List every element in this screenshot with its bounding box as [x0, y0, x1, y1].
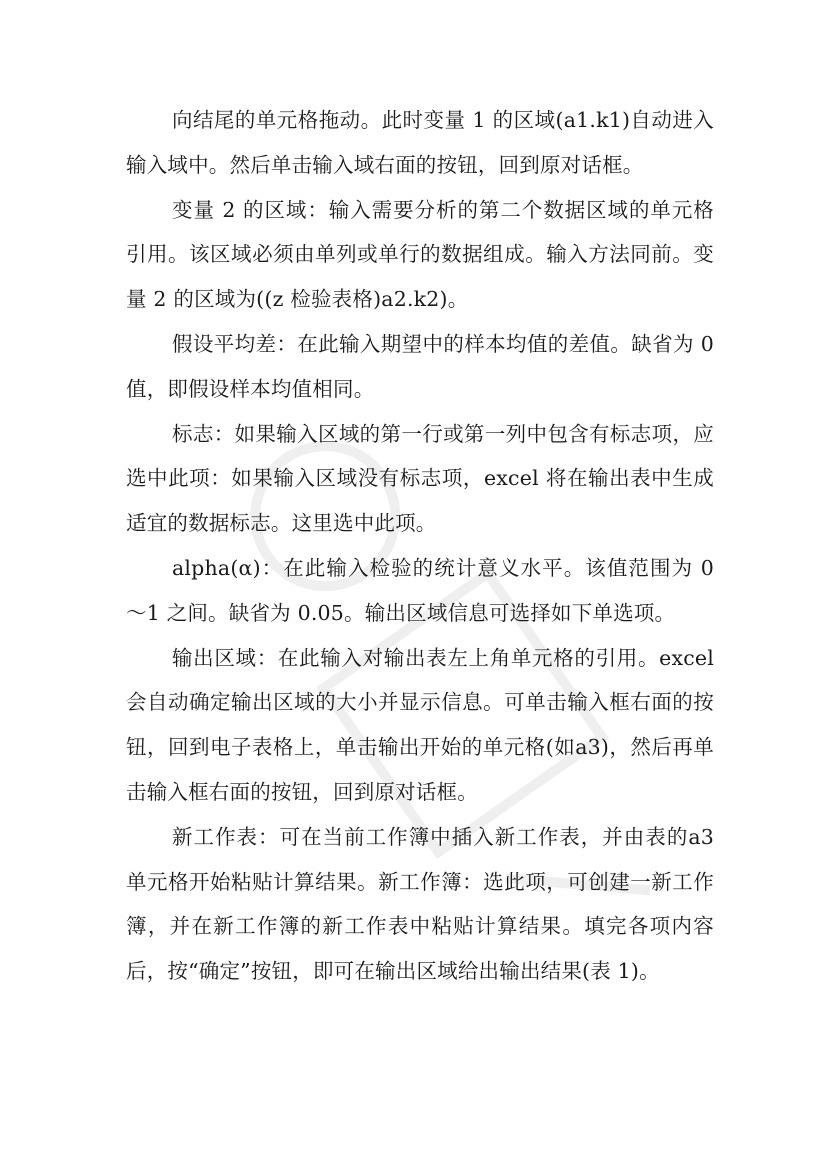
paragraph-4: 标志：如果输入区域的第一行或第一列中包含有标志项，应选中此项：如果输入区域没有标志项，excel 将在输出表中生成适宜的数据标志。这里选中此项。	[126, 421, 714, 536]
paragraph-2: 变量 2 的区域：输入需要分析的第二个数据区域的单元格引用。该区域必须由单列或单行的数据组成。输入方法同前。变量 2 的区域为((z 检验表格)a2.k2)。	[126, 197, 714, 312]
document-body	[126, 98, 714, 994]
paragraph-5: alpha(α)：在此输入检验的统计意义水平。该值范围为 0～1 之间。缺省为 0.05。输出区域信息可选择如下单选项。	[126, 555, 714, 625]
paragraph-6: 输出区域：在此输入对输出表左上角单元格的引用。excel 会自动确定输出区域的大小并显示信息。可单击输入框右面的按钮，回到电子表格上，单击输出开始的单元格(如a3)，然后再单击输入框右面的按钮，回到原对话框。	[126, 645, 714, 804]
paragraph-1: 向结尾的单元格拖动。此时变量 1 的区域(a1.k1)自动进入输入域中。然后单击输入域右面的按钮，回到原对话框。	[126, 108, 714, 177]
paragraph-7: 新工作表：可在当前工作簿中插入新工作表，并由表的a3 单元格开始粘贴计算结果。新工作簿：选此项，可创建一新工作簿，并在新工作簿的新工作表中粘贴计算结果。填完各项内容后，按“确定”按钮，即可在输出区域给出输出结果(表 1)。	[126, 824, 714, 984]
paragraph-3: 假设平均差：在此输入期望中的样本均值的差值。缺省为 0 值，即假设样本均值相同。	[126, 331, 714, 401]
